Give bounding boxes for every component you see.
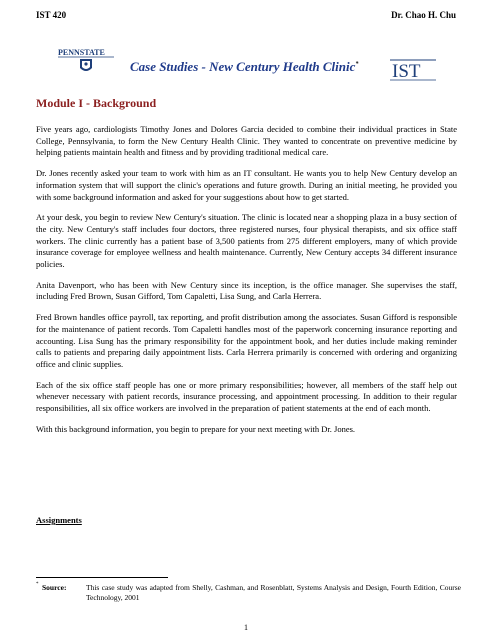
footnote-label: Source: — [42, 583, 67, 592]
body-text — [36, 124, 457, 444]
title-text: Case Studies - New Century Health Clinic — [130, 59, 356, 74]
paragraph: Five years ago, cardiologists Timothy Jones and Dolores Garcia decided to combine their individual practices in State College, Pennsylvania, to form the New Century Health Clinic. They wanted to concentrate on preventive medicine by helping patients maintain health and fitness and by providing traditional medical care. — [36, 124, 457, 158]
paragraph: Each of the six office staff people has one or more primary responsibilities; however, all members of the staff help out whenever necessary with patient records, insurance processing, and appointment processing. In addition to their regular responsibilities, all six office workers are involved in the preparation of patient statements at the end of each month. — [36, 379, 457, 414]
ist-logo — [390, 56, 436, 82]
paragraph: At your desk, you begin to review New Century's situation. The clinic is located near a shopping plaza in a busy section of the city. New Century's staff includes four doctors, three registered nurses, four physical therapists, and six office staff workers. The clinic currently has a patient base of 3,500 patients from 275 different employers, many of which provide insurance coverage for employee wellness and health maintenance. Currently, New Century accepts 34 different insurance policies. — [36, 212, 457, 270]
header-author: Dr. Chao H. Chu — [391, 10, 456, 20]
footnote-divider — [36, 577, 168, 578]
pennstate-logo — [58, 46, 116, 76]
paragraph: With this background information, you begin to prepare for your next meeting with Dr. Jones. — [36, 423, 356, 434]
paragraph: Dr. Jones recently asked your team to work with him as an IT consultant. He wants you to help New Century develop an information system that will support the clinic's operations and future growth. During an initial meeting, he provided you with some background information and asked for your suggestions about how to get started. — [36, 168, 457, 202]
svg-text:IST: IST — [392, 61, 421, 82]
document-title — [130, 59, 380, 75]
page-number: 1 — [244, 623, 248, 632]
footnote-mark: * — [36, 582, 39, 587]
svg-text:PENNSTATE: PENNSTATE — [58, 48, 105, 57]
title-footnote-mark: * — [355, 61, 359, 68]
header-course: IST 420 — [36, 10, 67, 20]
paragraph: Anita Davenport, who has been with New Century since its inception, is the office manager. She supervises the staff, including Fred Brown, Susan Gifford, Tom Capaletti, Lisa Sung, and Carla Herrera. — [36, 279, 457, 302]
section-heading: Module I - Background — [36, 96, 157, 110]
footnote-text: This case study was adapted from Shelly, Cashman, and Rosenblatt, Systems Analysis and Design, Fourth Edition, Course Technology, 2001 — [86, 583, 461, 602]
paragraph: Fred Brown handles office payroll, tax reporting, and profit distribution among the associates. Susan Gifford is responsible for the maintenance of patient records. Tom Capaletti handles most of the paperwork concerning insurance reporting and accounting. Lisa Sung has the primary responsibility for the appointment book, and her duties include making reminder calls to patients and preparing daily appointment lists. Carla Herrera primarily is concerned with ordering and organizing office and clinic supplies. — [36, 312, 457, 369]
assignments-heading: Assignments — [36, 515, 82, 525]
